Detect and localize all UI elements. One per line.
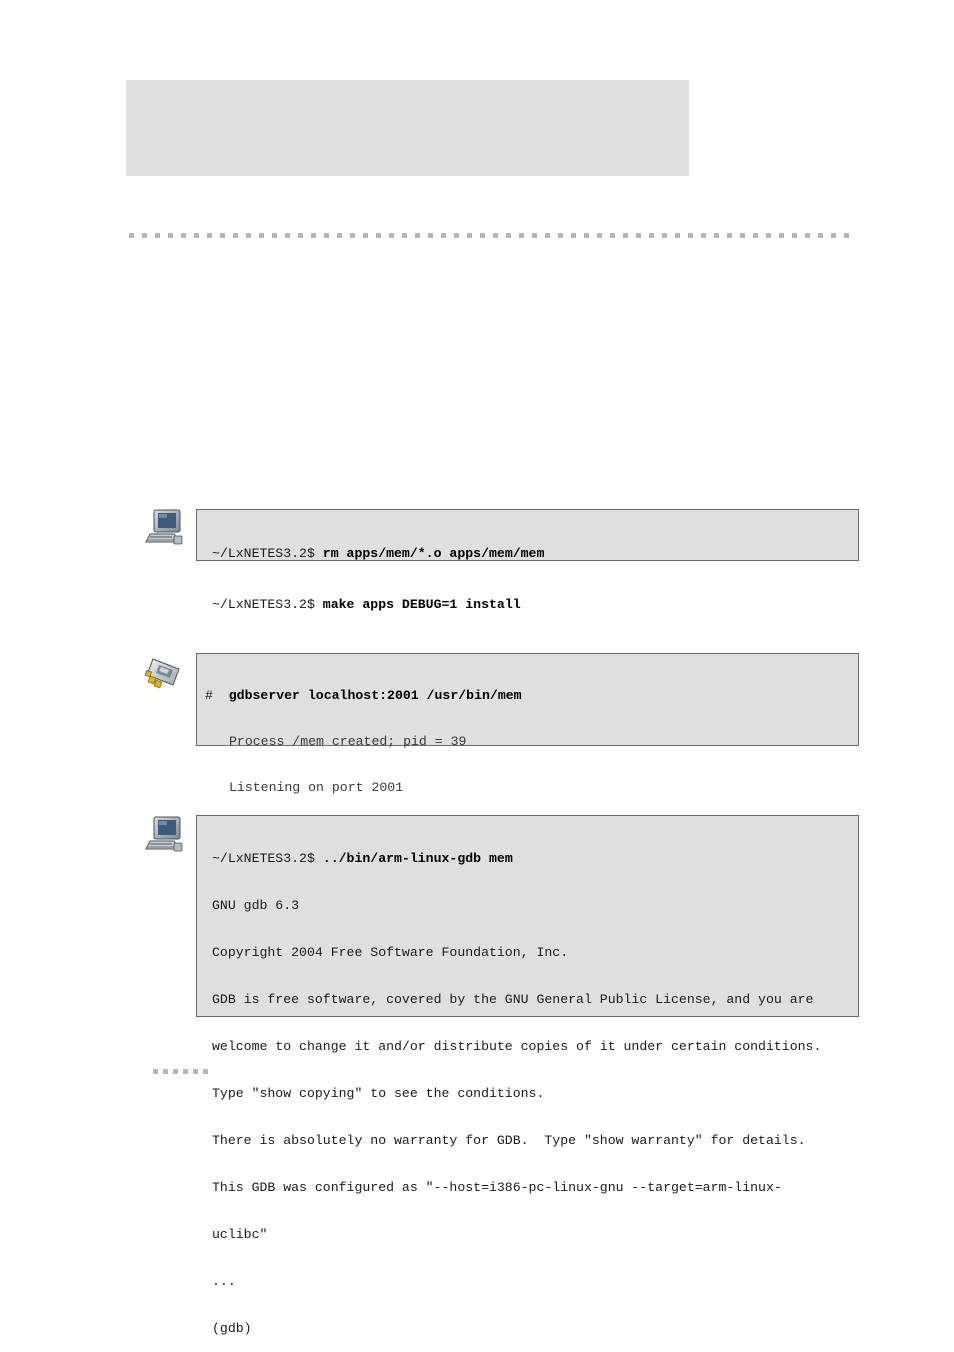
host-console-build [196,509,859,612]
shell-prompt: ~/LxNETES3.2$ [212,597,323,612]
shell-prompt: ~/LxNETES3.2$ [212,851,323,866]
computer-workstation-icon [144,815,184,855]
console-output-line: Type "show copying" to see the conditions. [212,1086,545,1101]
console-output-line: This GDB was configured as "--host=i386-pc-linux-gnu --target=arm-linux- [212,1180,782,1195]
shell-prompt: ~/LxNETES3.2$ [212,546,323,561]
computer-workstation-icon [144,508,184,548]
console-output-line: welcome to change it and/or distribute copies of it under certain conditions. [212,1039,822,1054]
host-console-gdb [196,815,859,1336]
shell-command: make apps DEBUG=1 install [322,597,521,612]
console-gdb-prompt: (gdb) [212,1321,252,1336]
console-output-line: There is absolutely no warranty for GDB. Type "show warranty" for details. [212,1133,806,1148]
target-command: gdbserver localhost:2001 /usr/bin/mem [228,688,522,703]
console-output-line: GDB is free software, covered by the GNU General Public License, and you are [212,992,814,1007]
console-output-line: Listening on port 2001 [229,779,404,795]
chapter-header-box [126,80,689,176]
console-output-line: GNU gdb 6.3 [212,898,300,913]
console-output-line: Copyright 2004 Free Software Foundation, Inc. [212,945,569,960]
footer-divider-dots [153,1069,208,1074]
shell-command: ../bin/arm-linux-gdb mem [322,851,513,866]
console-output-line: uclibc" [212,1227,268,1242]
shell-command: rm apps/mem/*.o apps/mem/mem [322,546,545,561]
target-console-gdbserver [196,653,859,795]
console-output-line: Process /mem created; pid = 39 [229,734,467,749]
console-output-line: ... [212,1274,236,1289]
section-divider-dots [129,233,857,238]
embedded-board-icon [143,655,183,695]
target-prompt: # [205,688,213,703]
